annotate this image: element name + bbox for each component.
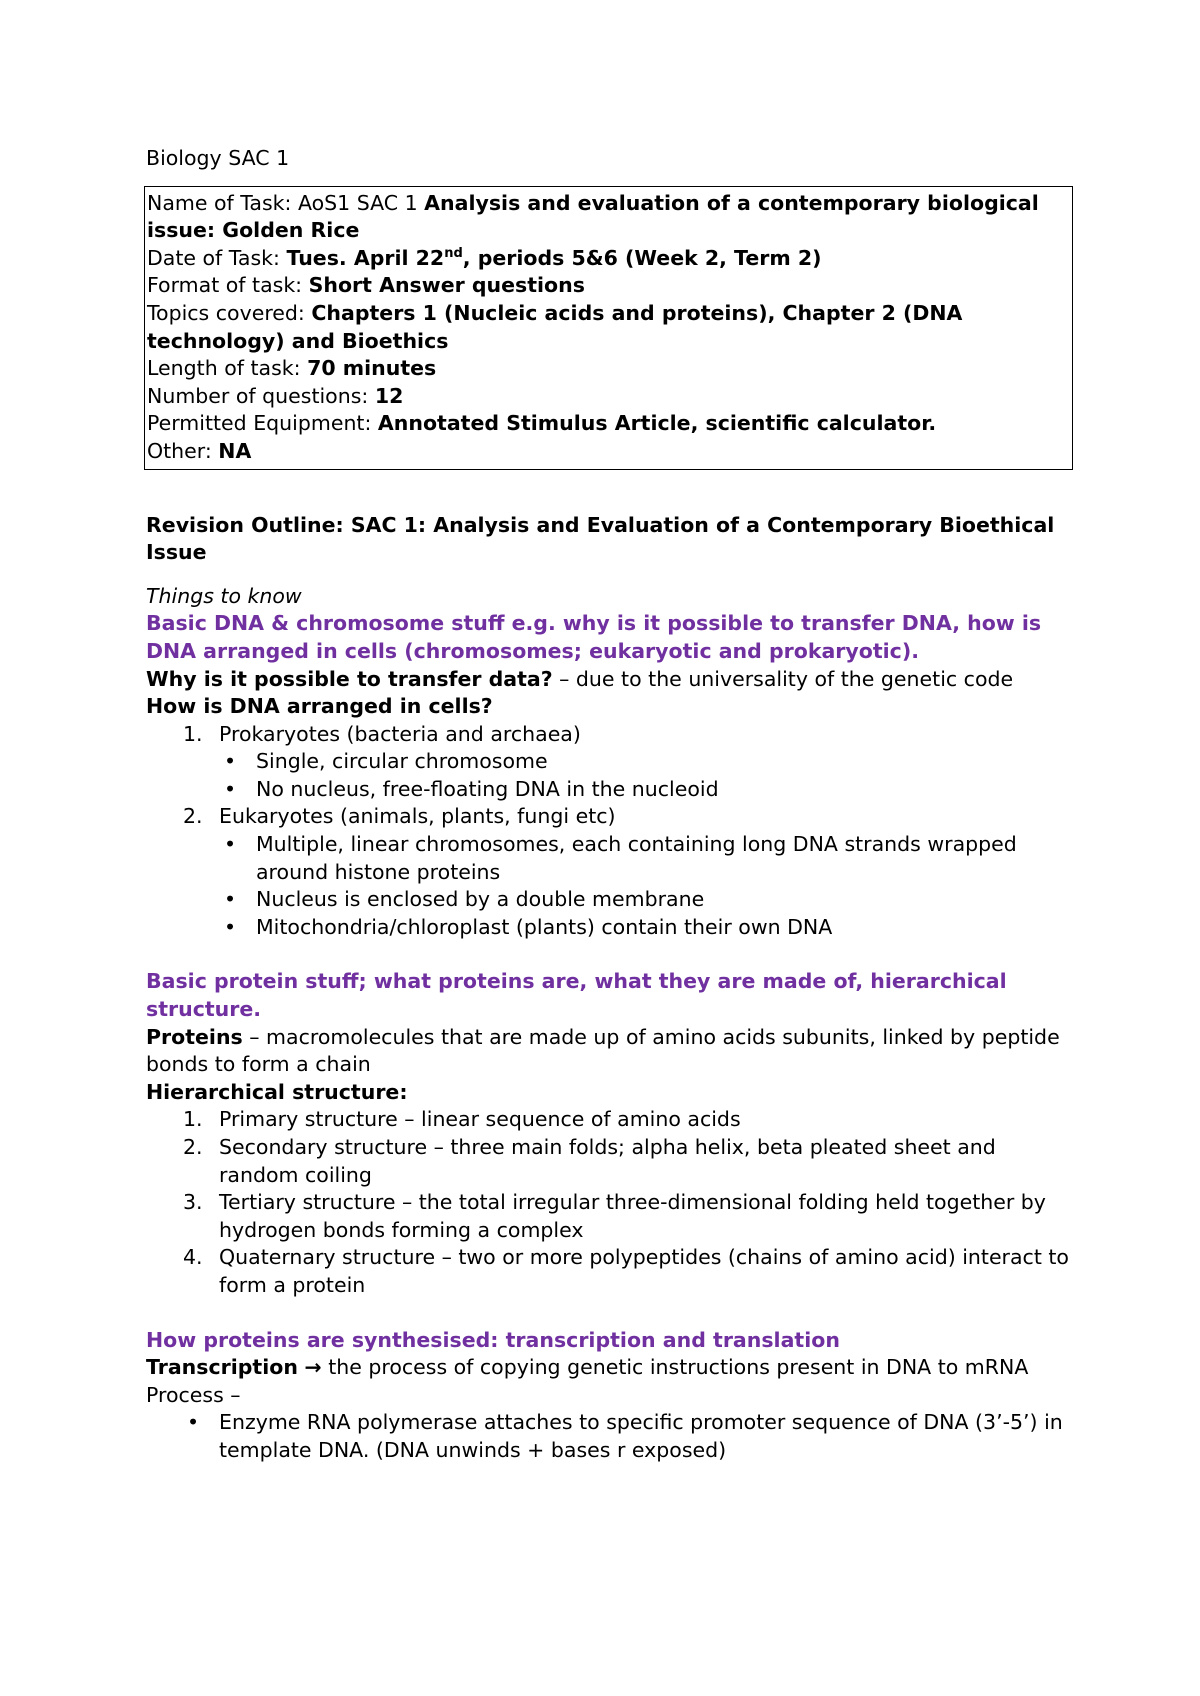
task-date-label: Date of Task: (147, 245, 287, 270)
task-info-table (144, 186, 1073, 470)
task-length-value: 70 minutes (307, 356, 437, 381)
task-length-row (145, 355, 1072, 383)
task-format-label: Format of task: (147, 273, 309, 298)
process-label: Process – (146, 1382, 241, 1407)
list-number: 2. (183, 804, 203, 829)
task-length-label: Length of task: (147, 356, 308, 381)
proteins-definition (146, 1024, 1076, 1079)
list-number: 1. (183, 1107, 203, 1132)
task-date-periods: , periods 5&6 (Week 2, Term 2) (462, 245, 822, 270)
bullet-icon: • (224, 887, 237, 912)
list-number: 4. (183, 1245, 203, 1270)
task-date-ordinal: nd (444, 245, 463, 261)
task-format-row (145, 272, 1072, 300)
dna-arrangement-question (146, 693, 1076, 721)
list-item-text: Mitochondria/chloroplast (plants) contain their own DNA (256, 914, 833, 939)
list-item (146, 776, 1076, 804)
list-item (146, 1409, 1076, 1464)
list-item-text: Eukaryotes (animals, plants, fungi etc) (219, 804, 616, 829)
synthesis-section-heading: How proteins are synthesised: transcription and translation (146, 1327, 840, 1352)
task-other-value: NA (218, 438, 252, 463)
task-other-row (145, 438, 1072, 466)
hierarchical-structure-heading (146, 1079, 1076, 1107)
hierarchical-structure-heading-text: Hierarchical structure: (146, 1079, 408, 1104)
task-equipment-row (145, 410, 1072, 438)
list-item (146, 721, 1076, 749)
task-topics-label: Topics covered: (147, 300, 312, 325)
cell-types-list (146, 721, 1076, 942)
dna-section-heading: Basic DNA & chromosome stuff e.g. why is it possible to transfer DNA, how is DNA arranged in cells (chromosomes; eukaryotic and prokaryotic). (146, 611, 1042, 663)
list-item (146, 1244, 1076, 1299)
task-name-value: Analysis and evaluation of a contemporary biological issue: Golden Rice (147, 190, 1039, 243)
list-item-text: No nucleus, free-floating DNA in the nucleoid (256, 776, 719, 801)
task-equipment-label: Permitted Equipment: (147, 411, 378, 436)
transcription-definition (146, 1354, 1076, 1382)
bullet-icon: • (224, 776, 237, 801)
list-item (146, 886, 1076, 914)
transcription-definition-text: the process of copying genetic instructions present in DNA to mRNA (321, 1355, 1029, 1380)
transfer-question-row (146, 666, 1076, 694)
task-topics-value: Chapters 1 (Nucleic acids and proteins), Chapter 2 (DNA technology) and Bioethics (147, 300, 963, 353)
task-questions-row (145, 383, 1072, 411)
process-list (146, 1409, 1076, 1464)
task-name-prefix: AoS1 SAC 1 (297, 190, 425, 215)
bullet-icon: • (224, 749, 237, 774)
protein-section-heading: Basic protein stuff; what proteins are, what they are made of, hierarchical structure. (146, 969, 1007, 1022)
list-item (146, 1106, 1076, 1134)
transcription-term: Transcription (146, 1355, 298, 1380)
task-equipment-value: Annotated Stimulus Article, scientific calculator. (377, 411, 937, 436)
list-item-text: Tertiary structure – the total irregular three-dimensional folding held together by hydrogen bonds forming a complex (219, 1190, 1046, 1242)
bullet-icon: • (224, 914, 237, 939)
list-item (146, 748, 1076, 776)
task-other-label: Other: (147, 438, 219, 463)
list-item (146, 914, 1076, 942)
list-item-text: Nucleus is enclosed by a double membrane (256, 887, 705, 912)
task-questions-value: 12 (374, 383, 404, 408)
list-item (146, 1134, 1076, 1189)
document-content (146, 145, 1076, 1465)
task-date-day: Tues. April 22 (286, 245, 445, 270)
task-questions-label: Number of questions: (147, 383, 375, 408)
bullet-icon: • (224, 832, 237, 857)
document-title: Biology SAC 1 (146, 146, 290, 170)
list-item-text: Quaternary structure – two or more polypeptides (chains of amino acid) interact to form a protein (219, 1245, 1069, 1297)
task-format-value: Short Answer questions (308, 273, 585, 298)
list-item-text: Enzyme RNA polymerase attaches to specific promoter sequence of DNA (3’-5’) in template DNA. (DNA unwinds + bases r exposed) (219, 1410, 1063, 1462)
list-item-text: Primary structure – linear sequence of amino acids (219, 1107, 741, 1132)
task-name-row (145, 190, 1072, 245)
list-item (146, 803, 1076, 831)
list-item-text: Multiple, linear chromosomes, each containing long DNA strands wrapped around histone proteins (256, 832, 1017, 884)
list-number: 1. (183, 721, 203, 746)
dna-arrangement-question-text: How is DNA arranged in cells? (146, 694, 493, 719)
list-item (146, 831, 1076, 886)
list-item-text: Single, circular chromosome (256, 749, 548, 774)
transfer-question: Why is it possible to transfer data? (146, 666, 553, 691)
list-number: 3. (183, 1190, 203, 1215)
proteins-term: Proteins (146, 1024, 243, 1049)
list-item-text: Prokaryotes (bacteria and archaea) (219, 721, 581, 746)
transfer-answer: – due to the universality of the genetic code (552, 666, 1014, 691)
list-item (146, 1189, 1076, 1244)
task-topics-row (145, 300, 1072, 355)
things-to-know-label: Things to know (146, 583, 302, 608)
proteins-definition-text: – macromolecules that are made up of amino acids subunits, linked by peptide bonds to form a chain (146, 1024, 1060, 1077)
task-name-label: Name of Task: (147, 190, 298, 215)
task-date-row (145, 245, 1072, 273)
bullet-icon: • (187, 1410, 200, 1435)
task-date-value (286, 246, 821, 270)
revision-outline-title: Revision Outline: SAC 1: Analysis and Evaluation of a Contemporary Bioethical Issue (146, 512, 1055, 565)
list-item-text: Secondary structure – three main folds; alpha helix, beta pleated sheet and random coiling (219, 1135, 996, 1187)
arrow-right-icon: → (304, 1355, 322, 1380)
protein-structure-list (146, 1106, 1076, 1299)
list-number: 2. (183, 1135, 203, 1159)
